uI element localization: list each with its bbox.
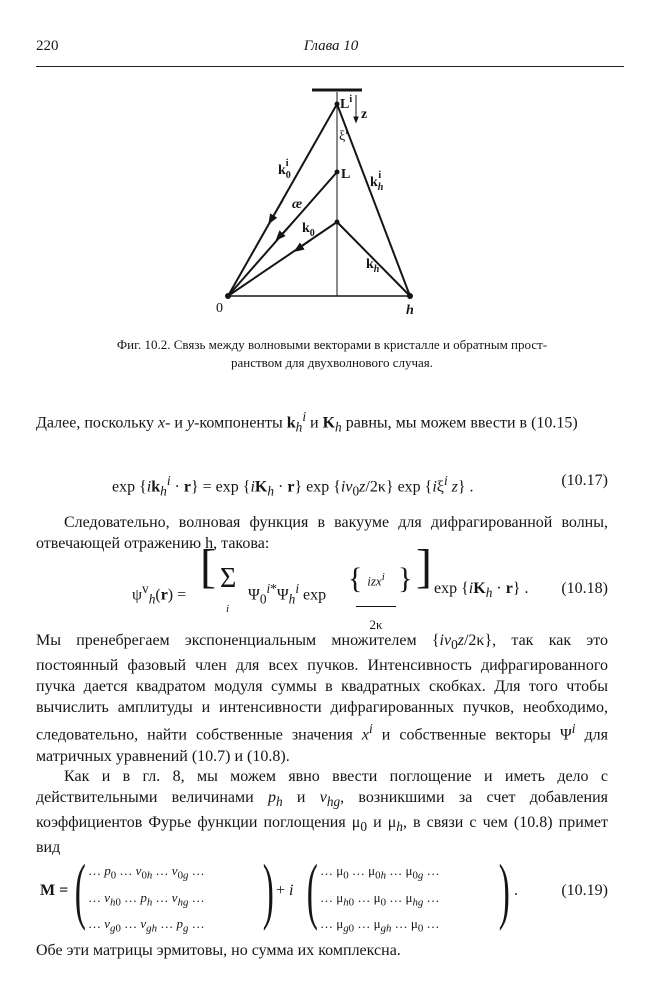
paragraph-1: Далее, поскольку x- и y-компоненты $k_h^i$ и $K_h$ равны, мы можем ввести в (10.15) — [36, 409, 578, 435]
header-rule — [36, 66, 624, 67]
equation-10-19: M = ( … $p_0$ … $v_{0h}$ … $v_{0g}$ … … $v_{h0}$ … $p_h$ … $v_{hg}$ … … $v_{g0}$ … $v_{gh}$ … $p_g$ … ) + i ( … $\mu_0$ … $\mu_{0h}$ … $\mu_{0g}$ … … $\mu_{h0}$ … $\mu_0$ … $\mu_{hg}$ … … $\mu_{g0}$ … $\mu_{gh}$ … $\mu_0$ … ) . (10.19) — [40, 850, 608, 935]
arrow-k0i — [271, 200, 283, 220]
paragraph-2: Следовательно, волновая функция в вакууме для дифрагированной волны, отвечающей отражению h, такова: — [36, 514, 608, 552]
label-h: h — [406, 303, 414, 318]
figure-caption: Фиг. 10.2. Связь между волновыми векторами в кристалле и обратным прост- ранством для двухволнового случая. — [116, 337, 548, 370]
paragraph-4: Как и в гл. 8, мы можем явно ввести поглощение и иметь дело с действительными величинами $p_h$ и $v_{hg}$, возникшими за счет добавления коэффициентов Фурье функции поглощения $\mu_0$ и $\mu_h$, в связи с чем (10.8) примет вид — [36, 768, 609, 857]
equation-10-18: $\psi^v_h(r)$ = [ Σ i $\Psi_0^{i*}\Psi_h^i$ exp izx$^i$ 2κ { } ] $\exp \{iK_h \cdot r\}$ . (10.18) — [132, 540, 608, 633]
equation-10-17: $\exp \{ik_h^i \cdot r\} = \exp \{iK_h \cdot r\}$ $\exp \{iv_0z/2\kappa\}$ $\exp \{i\xi^i$ z} . (10.17) — [112, 472, 608, 499]
chapter-title: Глава 10 — [303, 38, 359, 54]
page-number: 220 — [36, 38, 59, 54]
arrow-kappa — [279, 223, 292, 237]
label-z: z — [361, 107, 368, 122]
paragraph-5: Обе эти матрицы эрмитовы, но сумма их комплексна. — [36, 942, 401, 959]
arrow-k0 — [298, 240, 311, 249]
label-khi: $k_hi$ — [370, 170, 384, 193]
label-kh: $k_h$ — [366, 257, 380, 275]
paragraph-3: Мы пренебрегаем экспоненциальным множителем $\{iv_0z/2\kappa\}$, так как это постоянный фазовый член для всех пучков. Интенсивность дифрагированного пучка дается квадратом модуля суммы в квадратных скобках. Для того чтобы вычислить амплитуды и интенсивности дифрагированных пучков, необходимо, следовательно, найти собственные значения $x^i$ и собственные векторы $\Psi^i$ для матричных уравнений (10.7) и (10.8). — [36, 632, 609, 765]
page-header — [36, 38, 626, 62]
label-L: L — [341, 167, 351, 182]
label-k0: $k_0$ — [302, 221, 315, 239]
label-xi: $\xi^i$ — [339, 126, 349, 144]
label-Li: $L^i$ — [340, 94, 353, 112]
figure-wave-vectors — [0, 70, 666, 332]
label-k0i: $k_0i$ — [278, 158, 291, 181]
label-kappa: æ — [292, 197, 303, 212]
label-origin: 0 — [216, 301, 223, 316]
